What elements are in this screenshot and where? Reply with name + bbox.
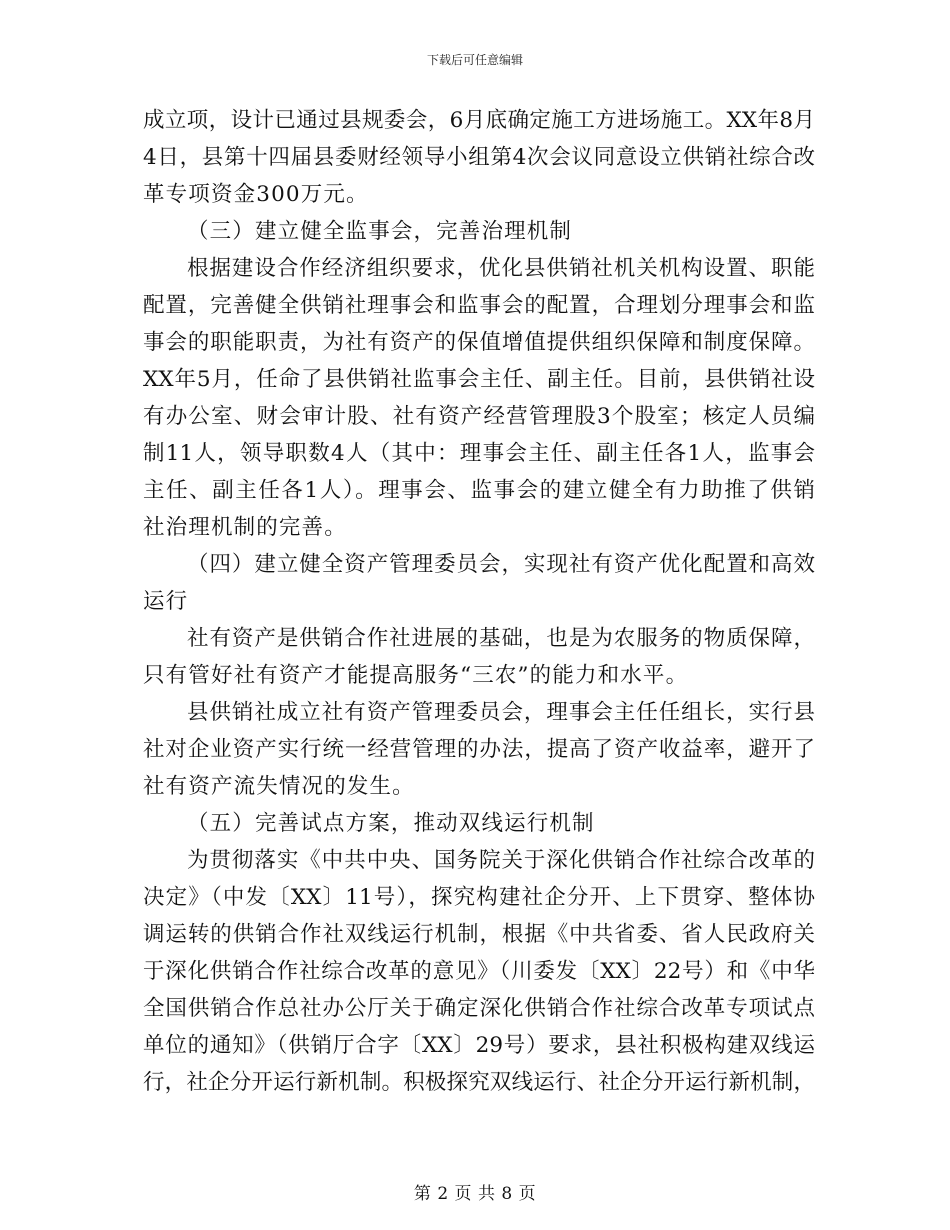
text-line: 制11人，领导职数4人（其中：理事会主任、副主任各1人，监事会	[143, 441, 815, 466]
text-line: 主任、副主任各1人）。理事会、监事会的建立健全有力助推了供销	[143, 478, 815, 503]
text-line: 为贯彻落实《中共中央、国务院关于深化供销合作社综合改革的	[187, 848, 815, 873]
text-line: 社有资产流失情况的发生。	[143, 774, 415, 799]
text-line: 单位的通知》（供销厅合字〔XX〕29号）要求，县社积极构建双线运	[143, 1033, 815, 1058]
text-line: 决定》（中发〔XX〕11号），探究构建社企分开、上下贯穿、整体协	[143, 885, 815, 910]
text-line: （三）建立健全监事会，完善治理机制	[187, 219, 573, 244]
page-number-footer: 第 2 页 共 8 页	[413, 1184, 537, 1204]
text-line: 运行	[143, 589, 189, 614]
text-line: （四）建立健全资产管理委员会，实现社有资产优化配置和高效	[187, 552, 815, 577]
text-line: 事会的职能职责，为社有资产的保值增值提供组织保障和制度保障。	[143, 330, 815, 355]
text-line: 革专项资金300万元。	[143, 182, 369, 207]
text-line: 行，社企分开运行新机制。积极探究双线运行、社企分开运行新机制，	[143, 1070, 815, 1095]
text-line: 根据建设合作经济组织要求，优化县供销社机关机构设置、职能	[187, 256, 815, 281]
text-line: 于深化供销合作社综合改革的意见》（川委发〔XX〕22号）和《中华	[143, 959, 815, 984]
text-line: 社有资产是供销合作社进展的基础，也是为农服务的物质保障，	[187, 626, 815, 651]
text-line: 成立项，设计已通过县规委会，6月底确定施工方进场施工。XX年8月	[143, 108, 815, 133]
document-body	[143, 102, 815, 1101]
text-line: 全国供销合作总社办公厅关于确定深化供销合作社综合改革专项试点	[143, 996, 815, 1021]
text-line: XX年5月，任命了县供销社监事会主任、副主任。目前，县供销社设	[143, 367, 815, 392]
text-line: 社治理机制的完善。	[143, 515, 347, 540]
text-line: 社对企业资产实行统一经营管理的办法，提高了资产收益率，避开了	[143, 737, 815, 762]
text-line: （五）完善试点方案，推动双线运行机制	[187, 811, 595, 836]
text-line: 有办公室、财会审计股、社有资产经营管理股3个股室；核定人员编	[143, 404, 815, 429]
text-line: 只有管好社有资产才能提高服务“三农”的能力和水平。	[143, 663, 689, 688]
text-line: 调运转的供销合作社双线运行机制，根据《中共省委、省人民政府关	[143, 922, 815, 947]
text-line: 4日，县第十四届县委财经领导小组第4次会议同意设立供销社综合改	[143, 145, 815, 170]
text-line: 县供销社成立社有资产管理委员会，理事会主任任组长，实行县	[187, 700, 815, 725]
header-note: 下载后可任意编辑	[426, 53, 523, 67]
text-line: 配置，完善健全供销社理事会和监事会的配置，合理划分理事会和监	[143, 293, 815, 318]
